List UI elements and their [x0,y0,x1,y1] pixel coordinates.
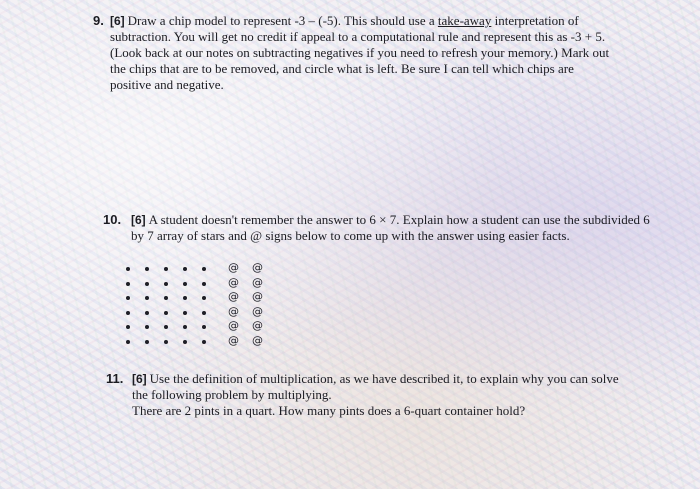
star-mark [145,296,149,300]
points-label: [6] [110,14,125,28]
problem-number: 10. [103,212,122,227]
at-sign-mark: @ [252,275,263,289]
star-mark [183,282,187,286]
at-sign-mark: @ [252,290,263,303]
star-mark [145,325,149,329]
star-mark [183,325,187,329]
problem-line [131,212,650,228]
problem-number: 11. [106,371,124,386]
at-sign-mark: @ [228,261,239,274]
star-mark [183,340,187,344]
at-sign-mark: @ [252,304,263,318]
at-sign-mark: @ [252,261,263,274]
at-sign-mark: @ [228,319,239,332]
problem-line: subtraction. You will get no credit if appeal to a computational rule and represent this as -3 + 5. [110,29,606,44]
text-run: A student doesn't remember the answer to 6 × 7. Explain how a student can use the subdivided 6 [148,212,650,227]
at-sign-mark: @ [228,290,239,303]
star-mark [126,282,130,286]
at-sign-mark: @ [252,333,263,347]
star-mark [202,282,206,286]
problem-number: 9. [93,13,104,28]
problem-line [132,371,632,387]
problem-line: (Look back at our notes on subtracting negatives if you need to refresh your memory.) Mark out [110,45,610,60]
problem-line: the following problem by multiplying. [132,387,332,402]
at-sign-mark: @ [228,304,239,318]
star-mark [183,296,187,300]
star-mark [202,296,206,300]
star-mark [164,296,168,300]
star-mark [145,340,149,344]
star-mark [164,340,168,344]
text-run: Use the definition of multiplication, as we have described it, to explain why you can solve [149,371,619,386]
star-mark [183,311,187,315]
star-mark [126,340,130,344]
star-mark [164,282,168,286]
points-label: [6] [131,213,146,227]
star-mark [164,311,168,315]
star-mark [202,325,206,329]
problem-line [110,13,645,29]
at-sign-mark: @ [252,319,263,332]
at-sign-mark: @ [228,333,239,347]
star-mark [145,311,149,315]
star-mark [145,267,149,271]
problem-line: There are 2 pints in a quart. How many pints does a 6-quart container hold? [132,403,526,418]
text-run: Draw a chip model to represent -3 – (-5). This should use a [127,13,438,28]
star-mark [183,267,187,271]
problem-text [110,13,645,93]
at-sign-mark: @ [228,275,239,289]
star-mark [145,282,149,286]
star-mark [202,267,206,271]
points-label: [6] [132,372,147,386]
star-mark [202,340,206,344]
star-mark [164,325,168,329]
problem-line: by 7 array of stars and @ signs below to come up with the answer using easier facts. [131,228,570,243]
underlined-term: take-away [437,13,492,28]
text-run: interpretation of [491,13,579,28]
stars-and-at-signs-array [118,260,278,350]
star-mark [164,267,168,271]
problem-line: the chips that are to be removed, and circle what is left. Be sure I can tell which chips are [110,61,574,76]
star-mark [126,296,130,300]
star-mark [126,325,130,329]
star-mark [126,267,130,271]
problem-text [132,371,632,419]
star-mark [126,311,130,315]
star-mark [202,311,206,315]
problem-text [131,212,650,244]
problem-line: positive and negative. [110,77,224,92]
